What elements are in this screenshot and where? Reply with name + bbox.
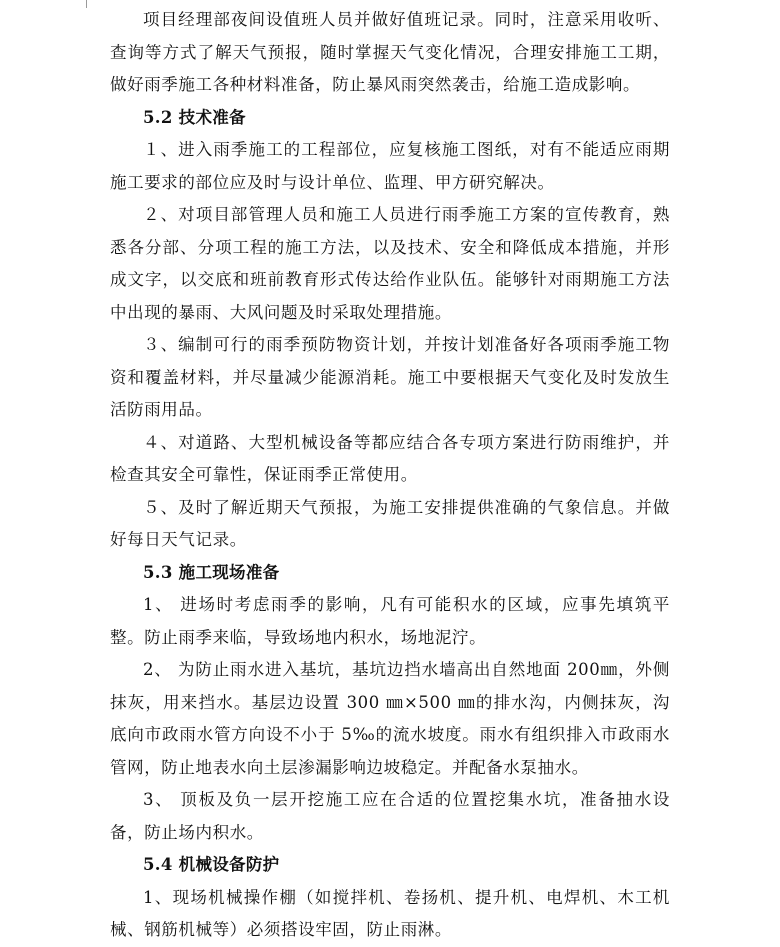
section-heading-5-4: 5.4 机械设备防护 [143, 855, 280, 874]
paragraph-tech-item-2: ２、对项目部管理人员和施工人员进行雨季施工方案的宣传教育，熟悉各分部、分项工程的施工方法，以及技术、安全和降低成本措施，并形成文字，以交底和班前教育形式传达给作业队伍。能够针对雨期施工方法中出现的暴雨、大风问题及时采取处理措施。 [110, 205, 670, 322]
paragraph-tech-item-5: ５、及时了解近期天气预报，为施工安排提供准确的气象信息。并做好每日天气记录。 [110, 497, 670, 549]
page-margin-marker [86, 0, 87, 8]
paragraph-site-item-1: 1、 进场时考虑雨季的影响，凡有可能积水的区域，应事先填筑平整。防止雨季来临，导致场地内积水，场地泥泞。 [110, 595, 670, 647]
section-heading-5-3: 5.3 施工现场准备 [143, 562, 280, 582]
section-heading-5-2: 5.2 技术准备 [143, 107, 246, 127]
paragraph-site-item-2: 2、 为防止雨水进入基坑，基坑边挡水墙高出自然地面 200㎜，外侧抹灰，用来挡水。基层边设置 300 ㎜×500 ㎜的排水沟，内侧抹灰，沟底向市政雨水管方向设不小于 5‰的流水坡度。雨水有组织排入市政雨水管网，防止地表水向土层渗漏影响边坡稳定。并配备水泵抽水。 [110, 660, 670, 777]
paragraph-tech-item-1: １、进入雨季施工的工程部位，应复核施工图纸，对有不能适应雨期施工要求的部位应及时与设计单位、监理、甲方研究解决。 [110, 140, 670, 192]
paragraph-duty-and-weather: 项目经理部夜间设值班人员并做好值班记录。同时，注意采用收听、查询等方式了解天气预报，随时掌握天气变化情况，合理安排施工工期，做好雨季施工各种材料准备，防止暴风雨突然袭击，给施工造成影响。 [110, 10, 670, 94]
paragraph-tech-item-4: ４、对道路、大型机械设备等都应结合各专项方案进行防雨维护，并检查其安全可靠性，保证雨季正常使用。 [110, 432, 670, 484]
paragraph-tech-item-3: ３、编制可行的雨季预防物资计划，并按计划准备好各项雨季施工物资和覆盖材料，并尽量减少能源消耗。施工中要根据天气变化及时发放生活防雨用品。 [110, 335, 670, 419]
paragraph-equipment-item-1: 1、现场机械操作棚（如搅拌机、卷扬机、提升机、电焊机、木工机械、钢筋机械等）必须搭设牢固，防止雨淋。 [110, 887, 670, 939]
document-page [110, 4, 670, 939]
paragraph-site-item-3: 3、 顶板及负一层开挖施工应在合适的位置挖集水坑，准备抽水设备，防止场内积水。 [110, 790, 670, 842]
